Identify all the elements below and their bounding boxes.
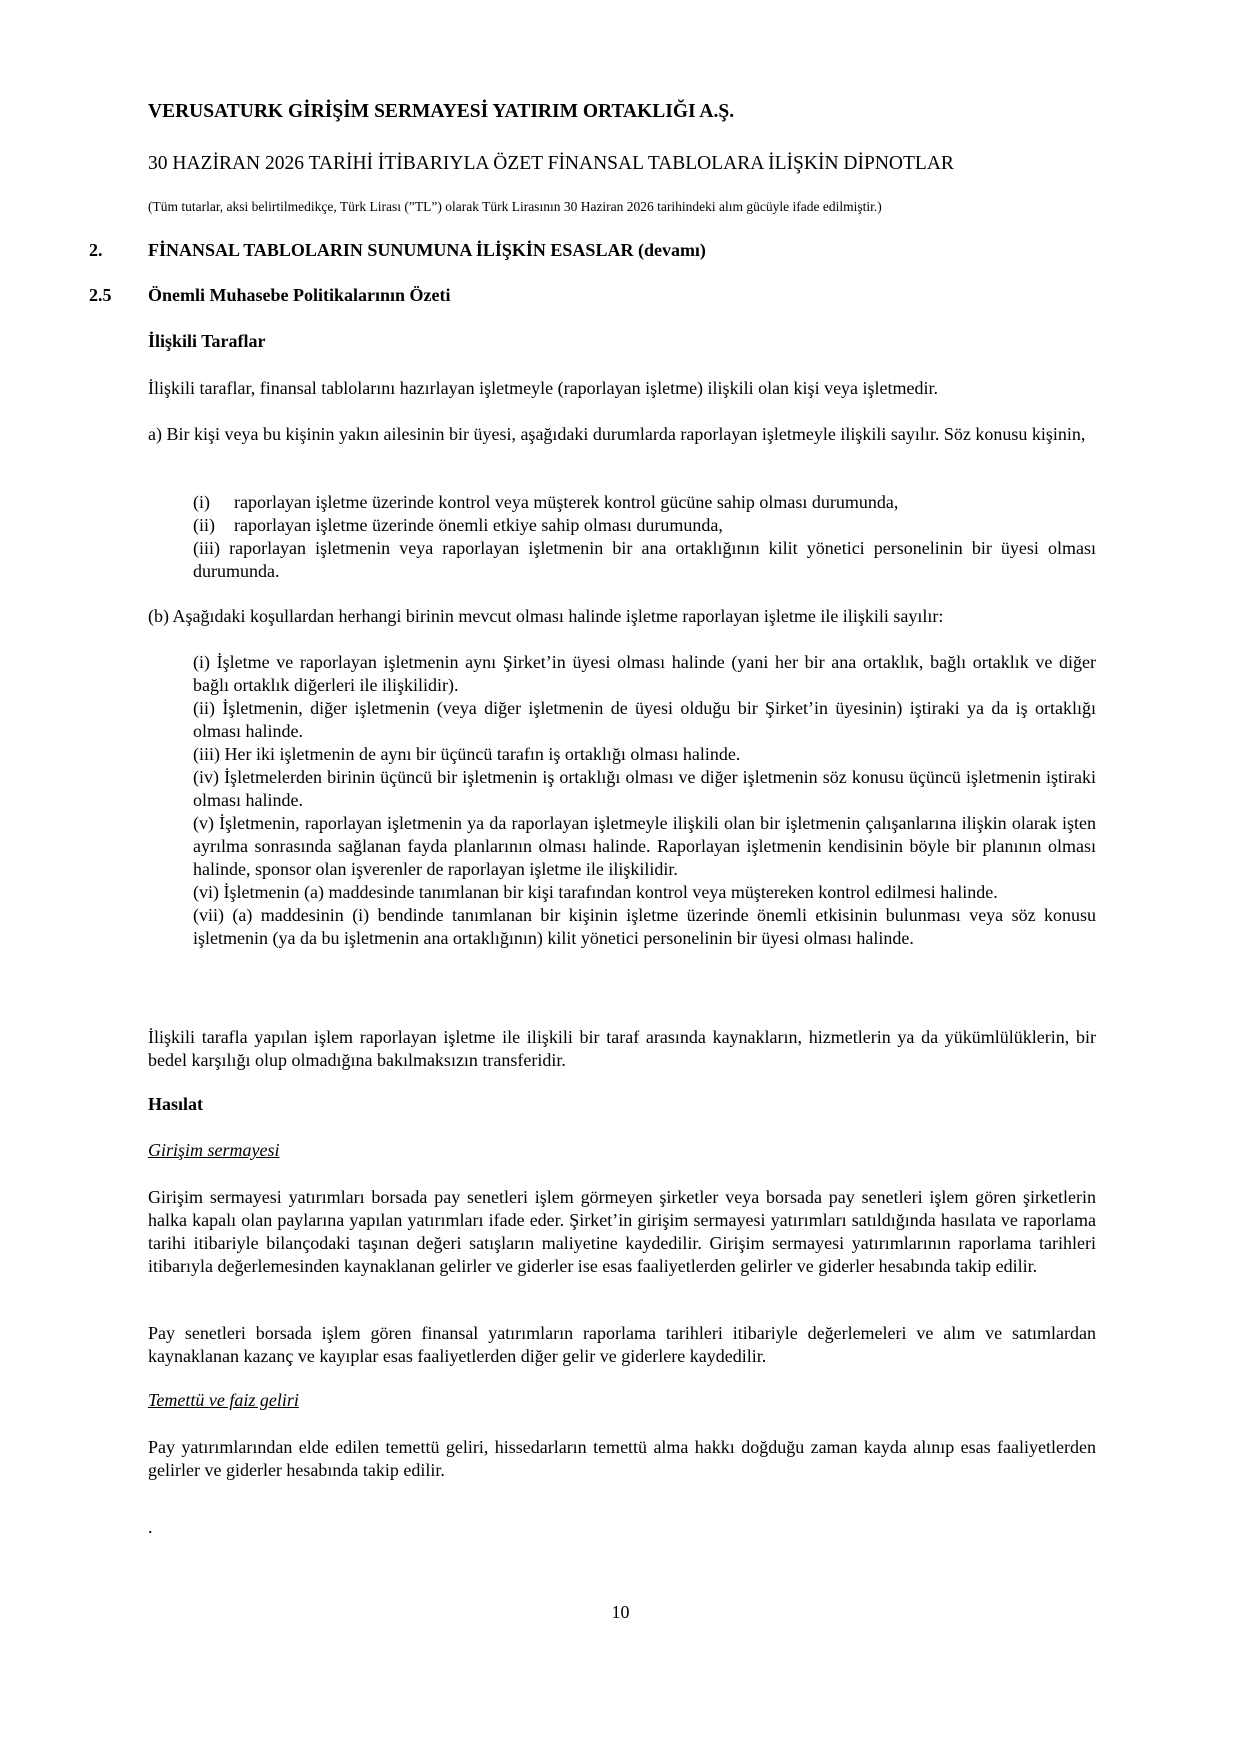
- list-item: (ii) İşletmenin, diğer işletmenin (veya diğer işletmenin de üyesi olduğu bir Şirket’in üyesinin) iştiraki ya da iş ortaklığı olması halinde.: [193, 698, 1096, 741]
- list-item: (i) İşletme ve raporlayan işletmenin aynı Şirket’in üyesi olması halinde (yani her bir ana ortaklık, bağlı ortaklık ve diğer bağlı ortaklık diğerleri ile ilişkilidir).: [193, 652, 1096, 695]
- page-number: 10: [611, 1602, 630, 1622]
- subsection-number: 2.5: [89, 285, 112, 305]
- list-item: (i) raporlayan işletme üzerinde kontrol veya müşterek kontrol gücüne sahip olması durumunda,: [193, 492, 899, 512]
- currency-note: (Tüm tutarlar, aksi belirtilmedikçe, Türk Lirası (”TL”) olarak Türk Lirasının 30 Haziran 2026 tarihindeki alım gücüyle ifade edilmiştir.): [148, 199, 882, 214]
- revenue-heading: Hasılat: [148, 1094, 204, 1114]
- related-parties-closing: İlişkili tarafla yapılan işlem raporlayan işletme ile ilişkili bir taraf arasında kaynakların, hizmetlerin ya da yükümlülüklerin, bir bedel karşılığı olup olmadığına bakılmaksızın transferidir.: [148, 1027, 1096, 1070]
- venture-capital-subheading: Girişim sermayesi: [148, 1140, 280, 1160]
- subsection-title: Önemli Muhasebe Politikalarının Özeti: [148, 285, 451, 305]
- list-item: (iii) raporlayan işletmenin veya raporlayan işletmenin bir ana ortaklığının kilit yönetici personelinin bir üyesi olması durumunda.: [193, 538, 1096, 581]
- related-parties-b-text: (b) Aşağıdaki koşullardan herhangi birinin mevcut olması halinde işletme raporlayan işletme ile ilişkili sayılır:: [148, 606, 944, 626]
- document-subtitle: 30 HAZİRAN 2026 TARİHİ İTİBARIYLA ÖZET FİNANSAL TABLOLARA İLİŞKİN DİPNOTLAR: [148, 153, 954, 174]
- related-parties-heading: İlişkili Taraflar: [148, 331, 266, 351]
- dividend-interest-paragraph: Pay yatırımlarından elde edilen temettü geliri, hissedarların temettü alma hakkı doğduğu zaman kayda alınıp esas faaliyetlerden gelirler ve giderler hesabında takip edilir.: [148, 1437, 1096, 1480]
- list-item: (vii) (a) maddesinin (i) bendinde tanımlanan bir kişinin işletme üzerinde önemli etkisinin bulunması veya söz konusu işletmenin (ya da bu işletmenin ana ortaklığının) kilit yönetici personelinin bir üyesi olması halinde.: [193, 905, 1096, 948]
- venture-capital-paragraph-1: Girişim sermayesi yatırımları borsada pay senetleri işlem görmeyen şirketler veya borsada pay senetleri işlem gören şirketlerin halka kapalı olan paylarına yapılan yatırımları ifade eder. Şirket’in girişim sermayesi yatırımları satıldığında hasılata ve raporlama tarihi itibariyle bilançodaki taşınan değeri satışların maliyetine kaydedilir. Girişim sermayesi yatırımlarının raporlama tarihleri itibarıyla değerlemesinden kaynaklanan gelirler ve giderler ise esas faaliyetlerden gelirler ve giderler hesabında takip edilir.: [148, 1187, 1096, 1276]
- company-name: VERUSATURK GİRİŞİM SERMAYESİ YATIRIM ORTAKLIĞI A.Ş.: [148, 101, 735, 122]
- related-parties-b-list: [193, 651, 1096, 950]
- related-parties-a-list: [193, 491, 1096, 583]
- section-number: 2.: [89, 240, 103, 260]
- dividend-interest-subheading: Temettü ve faiz geliri: [148, 1390, 299, 1410]
- related-parties-intro: İlişkili taraflar, finansal tablolarını hazırlayan işletmeyle (raporlayan işletme) ilişkili olan kişi veya işletmedir.: [148, 378, 939, 398]
- section-title: FİNANSAL TABLOLARIN SUNUMUNA İLİŞKİN ESASLAR (devamı): [148, 240, 706, 260]
- list-item: (ii) raporlayan işletme üzerinde önemli etkiye sahip olması durumunda,: [193, 515, 723, 535]
- list-item: (v) İşletmenin, raporlayan işletmenin ya da raporlayan işletmeyle ilişkili olan bir işletmenin çalışanlarına ilişkin olarak işten ayrılma sonrasında sağlanan fayda planlarının olması halinde. Raporlayan işletmenin kendisinin böyle bir planının olması halinde, sponsor olan işverenler de raporlayan işletme ile ilişkilidir.: [193, 813, 1096, 879]
- trailing-dot: .: [148, 1517, 153, 1537]
- venture-capital-paragraph-2: Pay senetleri borsada işlem gören finansal yatırımların raporlama tarihleri itibariyle değerlemeleri ve alım ve satımlardan kaynaklanan kazanç ve kayıplar esas faaliyetlerden diğer gelir ve giderlere kaydedilir.: [148, 1323, 1096, 1366]
- list-item: (iv) İşletmelerden birinin üçüncü bir işletmenin iş ortaklığı olması ve diğer işletmenin söz konusu üçüncü işletmenin iştiraki olması halinde.: [193, 767, 1096, 810]
- related-parties-a-text: a) Bir kişi veya bu kişinin yakın ailesinin bir üyesi, aşağıdaki durumlarda raporlayan işletmeyle ilişkili sayılır. Söz konusu kişinin,: [148, 424, 1086, 444]
- list-item: (vi) İşletmenin (a) maddesinde tanımlanan bir kişi tarafından kontrol veya müştereken kontrol edilmesi halinde.: [193, 882, 998, 902]
- list-item: (iii) Her iki işletmenin de aynı bir üçüncü tarafın iş ortaklığı olması halinde.: [193, 744, 741, 764]
